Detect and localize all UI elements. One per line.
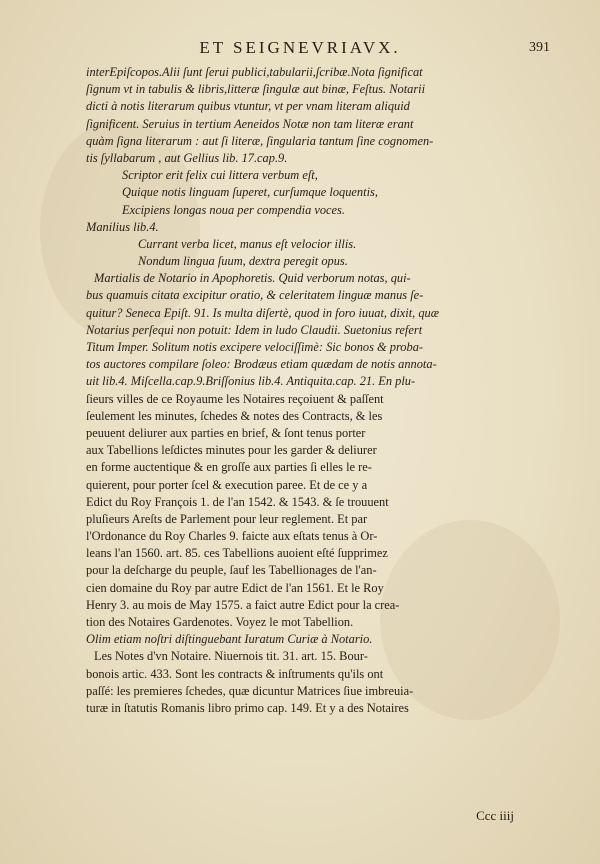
text-line: paſſé: les premieres ſchedes, quæ dicuntur Matrices ſiue imbreuia- (86, 683, 414, 698)
text-line: ſignum vt in tabulis & libris,litteræ ſingulæ aut binæ, Feſtus. Notarii (86, 82, 426, 97)
signature-mark: Ccc iiij (476, 808, 514, 823)
text-line: en forme auctentique & en groſſe aux parties ſi elles le re- (86, 460, 372, 475)
text-line: Henry 3. au mois de May 1575. a faict autre Edict pour la crea- (86, 597, 400, 612)
text-line: Currant verba licet, manus eſt velocior illis. (138, 236, 357, 251)
text-line: uit lib.4. Miſcella.cap.9.Briſſonius lib.4. Antiquita.cap. 21. En plu- (86, 374, 416, 389)
text-line: cien domaine du Roy par autre Edict de l'an 1561. Et le Roy (86, 580, 384, 595)
text-line: tis ſyllabarum , aut Gellius lib. 17.cap.9. (86, 150, 288, 165)
text-line: Quique notis linguam ſuperet, curſumque loquentis, (122, 185, 378, 200)
body-text (86, 64, 514, 717)
text-line: Edict du Roy François 1. de l'an 1542. & 1543. & ſe trouuent (86, 494, 389, 509)
text-line: Olim etiam noſtri diſtinguebant Iuratum Curiæ à Notario. (86, 632, 373, 647)
text-line: bus quamuis citata excipitur oratio, & celeritatem linguæ manus ſe- (86, 288, 424, 303)
text-line: Notarius perſequi non potuit: Idem in ludo Claudii. Suetonius refert (86, 322, 423, 337)
text-line: leans l'an 1560. art. 85. ces Tabellions auoient eſté ſupprimez (86, 546, 388, 561)
text-line: quitur? Seneca Epiſt. 91. Is multa diſertè, quod in foro iuuat, dixit, quæ (86, 305, 439, 320)
text-line: peuuent deliurer aux parties en brief, & ſont tenus porter (86, 425, 366, 440)
text-line: aux Tabellions leſdictes minutes pour les garder & deliurer (86, 443, 377, 458)
text-line: quàm ſigna literarum : aut ſi literæ, ſingularia tantum ſine cognomen- (86, 133, 434, 148)
text-line: Nondum lingua ſuum, dextra peregit opus. (138, 254, 348, 269)
text-line: tion des Notaires Gardenotes. Voyez le mot Tabellion. (86, 615, 354, 629)
text-line: ſignificent. Seruius in tertium Aeneidos Notæ non tam literæ erant (86, 116, 414, 131)
text-line: Manilius lib.4. (86, 219, 159, 234)
text-line: ſeulement les minutes, ſchedes & notes des Contracts, & les (86, 408, 383, 423)
text-line: Excipiens longas noua per compendia voces. (122, 202, 345, 217)
text-line: ſieurs villes de ce Royaume les Notaires reçoiuent & paſſent (86, 391, 384, 406)
text-line: Titum Imper. Solitum notis excipere velociſſimè: Sic bonos & proba- (86, 340, 424, 354)
text-line: bonois artic. 433. Sont les contracts & inſtruments qu'ils ont (86, 666, 384, 681)
text-line: interEpiſcopos.Alii ſunt ſerui publici,tabularii,ſcribæ.Nota ſignificat (86, 65, 423, 79)
text-line: Scriptor erit felix cui littera verbum eſt, (122, 168, 318, 183)
text-line: turæ in ſtatutis Romanis libro primo cap. 149. Et y a des Notaires (86, 700, 409, 715)
page-number: 391 (529, 40, 550, 55)
text-line: Les Notes d'vn Notaire. Niuernois tit. 31. art. 15. Bour- (94, 649, 368, 664)
running-header: ET SEIGNEVRIAVX. (199, 38, 401, 57)
text-line: Martialis de Notario in Apophoretis. Quid verborum notas, qui- (94, 271, 411, 286)
text-line: pluſieurs Areſts de Parlement pour leur reglement. Et par (86, 511, 368, 526)
text-line: l'Ordonance du Roy Charles 9. faicte aux eſtats tenus à Or- (86, 529, 378, 544)
text-line: quierent, pour porter ſcel & execution paree. Et de ce y a (86, 477, 368, 492)
text-line: dicti à notis literarum quibus vtuntur, vt per vnam literam aliquid (86, 99, 410, 114)
text-line: tos auctores compilare ſoleo: Brodæus etiam quædam de notis annota- (86, 357, 437, 372)
text-line: pour la deſcharge du peuple, ſauf les Tabellionages de l'an- (86, 563, 377, 578)
